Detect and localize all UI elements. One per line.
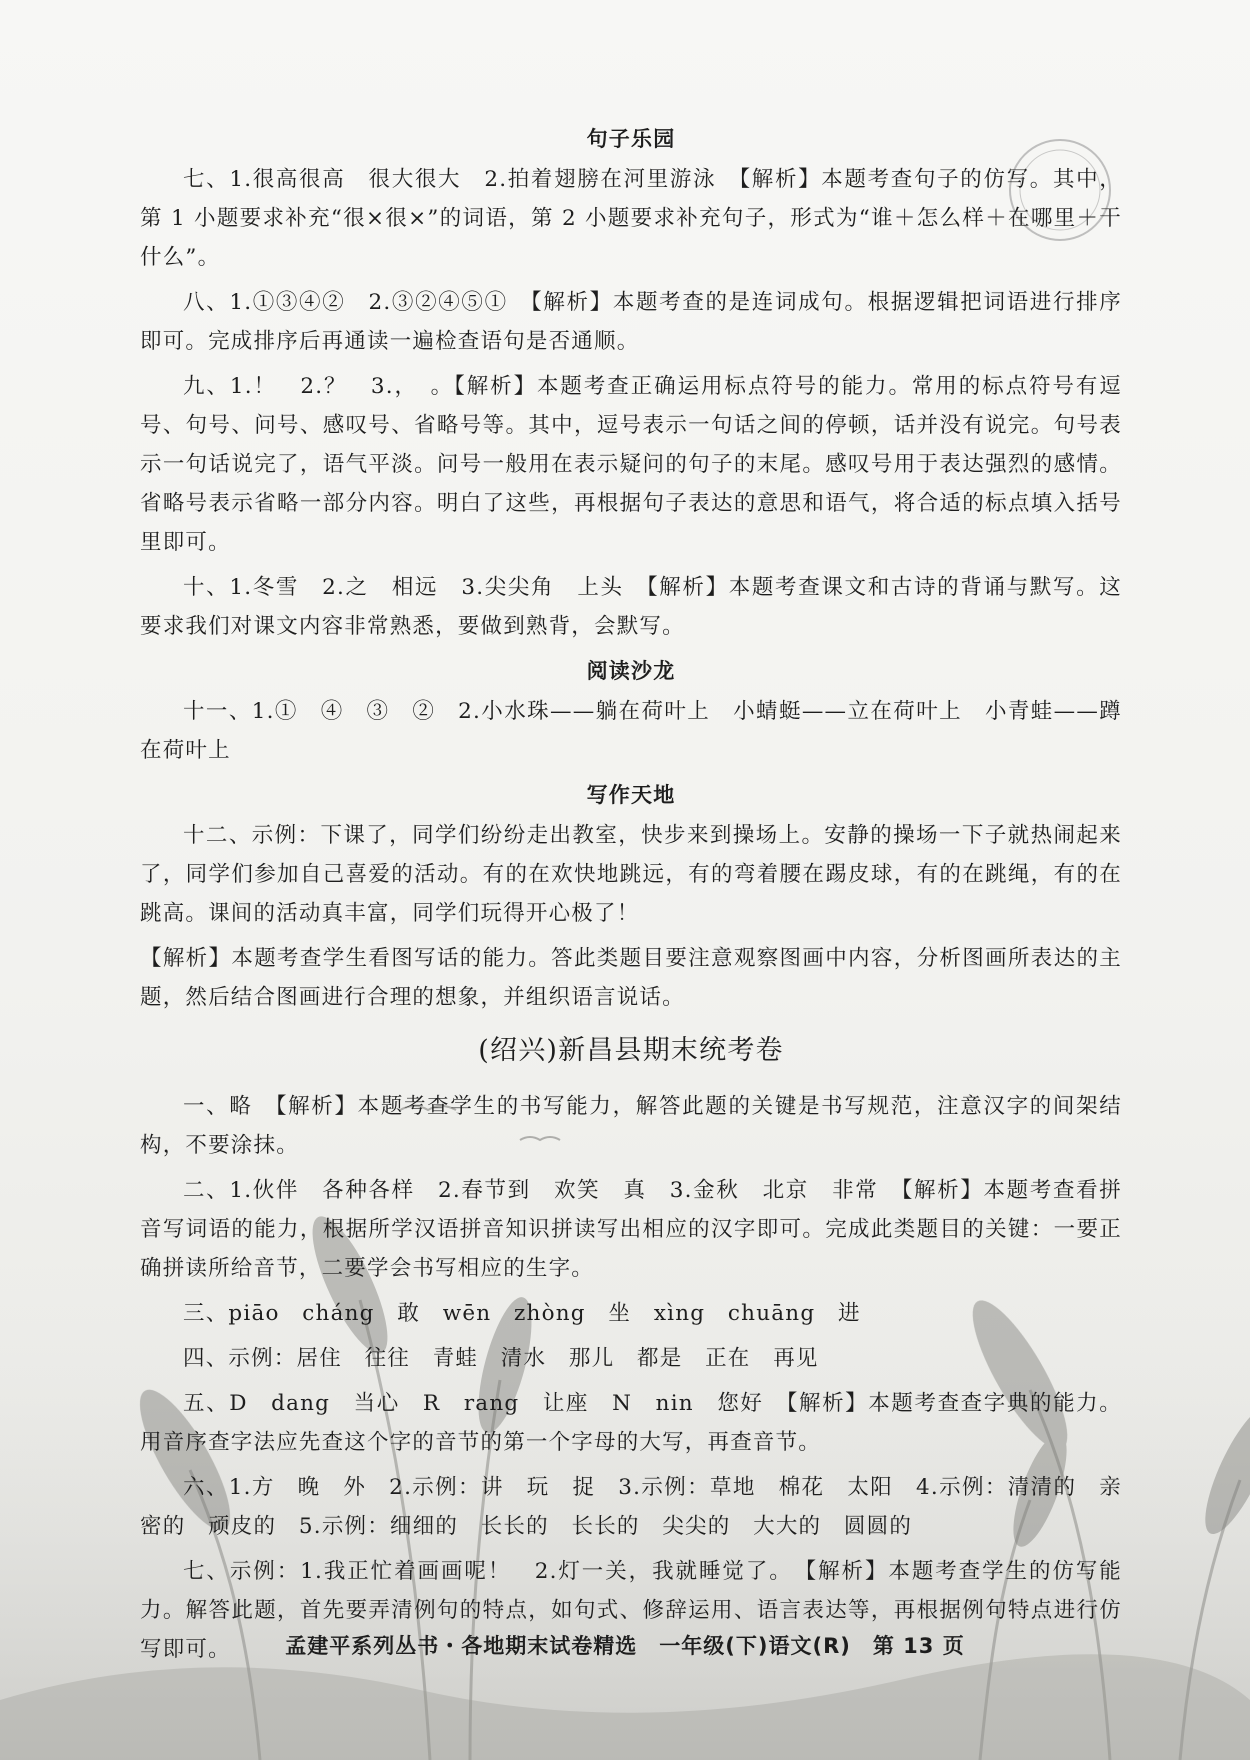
section-title-reading-salon: 阅读沙龙 xyxy=(586,659,676,683)
page-footer: 孟建平系列丛书・各地期末试卷精选 一年级(下)语文(R) 第 13 页 xyxy=(285,1634,965,1658)
answer-content xyxy=(140,118,1122,1675)
exam-title: (绍兴)新昌县期末统考卷 xyxy=(478,1035,784,1066)
answer-q12-analysis: 【解析】本题考查学生看图写话的能力。答此类题目要注意观察图画中内容，分析图画所表达的主题，然后结合图画进行合理的想象，并组织语言说话。 xyxy=(140,946,1122,1010)
section-title-sentence-garden: 句子乐园 xyxy=(586,127,676,151)
exam-answer-5: 五、D dang 当心 R rang 让座 N nin 您好 【解析】本题考查查字典的能力。用音序查字法应先查这个字的音节的第一个字母的大写，再查音节。 xyxy=(140,1391,1122,1455)
answer-q12: 十二、示例：下课了，同学们纷纷走出教室，快步来到操场上。安静的操场一下子就热闹起来了，同学们参加自己喜爱的活动。有的在欢快地跳远，有的弯着腰在踢皮球，有的在跳绳，有的在跳高。课间的活动真丰富，同学们玩得开心极了！ xyxy=(140,823,1122,926)
exam-answer-7: 七、示例：1.我正忙着画画呢！ 2.灯一关，我就睡觉了。 【解析】本题考查学生的仿写能力。解答此题，首先要弄清例句的特点，如句式、修辞运用、语言表达等，再根据例句特点进行仿写即可。 xyxy=(140,1559,1122,1662)
exam-answer-6: 六、1.方 晚 外 2.示例：讲 玩 捉 3.示例：草地 棉花 太阳 4.示例：清清的 亲密的 顽皮的 5.示例：细细的 长长的 长长的 尖尖的 大大的 圆圆的 xyxy=(140,1475,1122,1539)
answer-q11: 十一、1.① ④ ③ ② 2.小水珠——躺在荷叶上 小蜻蜓——立在荷叶上 小青蛙——蹲在荷叶上 xyxy=(140,699,1122,763)
exam-answer-3: 三、piāo cháng 敢 wēn zhòng 坐 xìng chuāng 进 xyxy=(183,1301,861,1326)
answer-q7: 七、1.很高很高 很大很大 2.拍着翅膀在河里游泳 【解析】本题考查句子的仿写。其中，第 1 小题要求补充“很×很×”的词语，第 2 小题要求补充句子，形式为“谁＋怎么样＋在哪里＋干什么”。 xyxy=(140,167,1122,270)
exam-answer-4: 四、示例：居住 往往 青蛙 清水 那儿 都是 正在 再见 xyxy=(183,1346,819,1371)
answer-q10: 十、1.冬雪 2.之 相远 3.尖尖角 上头 【解析】本题考查课文和古诗的背诵与默写。这要求我们对课文内容非常熟悉，要做到熟背，会默写。 xyxy=(140,575,1122,639)
exam-answer-1: 一、略 【解析】本题考查学生的书写能力，解答此题的关键是书写规范，注意汉字的间架结构，不要涂抹。 xyxy=(140,1094,1122,1158)
answer-q8: 八、1.①③④② 2.③②④⑤① 【解析】本题考查的是连词成句。根据逻辑把词语进行排序即可。完成排序后再通读一遍检查语句是否通顺。 xyxy=(140,290,1122,354)
exam-answer-2: 二、1.伙伴 各种各样 2.春节到 欢笑 真 3.金秋 北京 非常 【解析】本题考查看拼音写词语的能力，根据所学汉语拼音知识拼读写出相应的汉字即可。完成此类题目的关键：一要正确拼读所给音节，二要学会书写相应的生字。 xyxy=(140,1178,1122,1281)
answer-q9: 九、1.！ 2.？ 3.， 。【解析】本题考查正确运用标点符号的能力。常用的标点符号有逗号、句号、问号、感叹号、省略号等。其中，逗号表示一句话之间的停顿，话并没有说完。句号表示一句话说完了，语气平淡。问号一般用在表示疑问的句子的末尾。感叹号用于表达强烈的感情。省略号表示省略一部分内容。明白了这些，再根据句子表达的意思和语气，将合适的标点填入括号里即可。 xyxy=(140,374,1122,555)
section-title-writing: 写作天地 xyxy=(586,783,676,807)
